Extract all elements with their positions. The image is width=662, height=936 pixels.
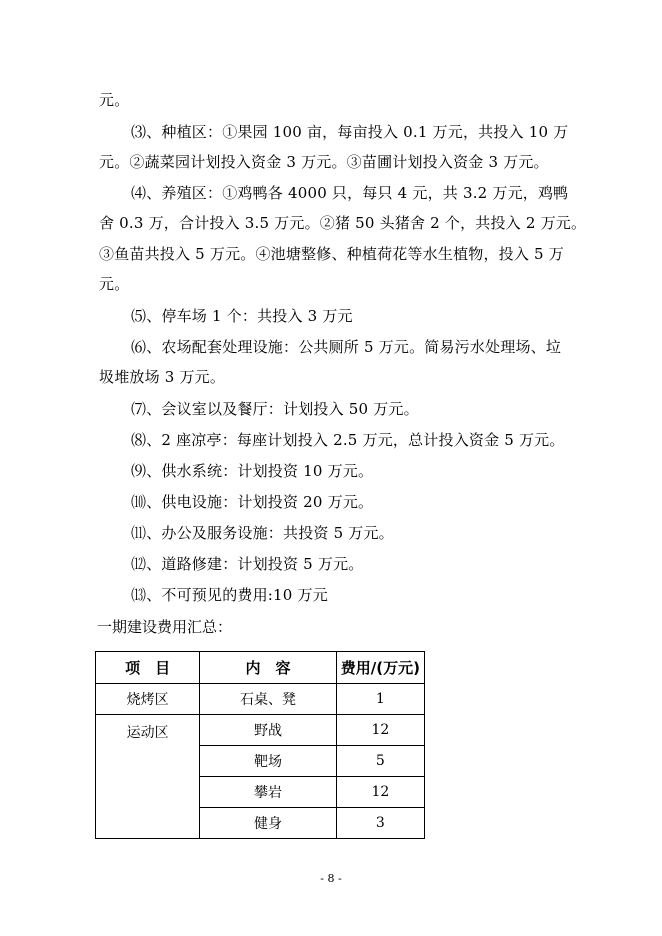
breeding-area-line: ⑷、养殖区：①鸡鸭各 4000 只，每只 4 元，共 3.2 万元，鸡鸭: [131, 184, 569, 202]
planting-area-line: ⑶、种植区：①果园 100 亩，每亩投入 0.1 万元，共投入 10 万: [131, 123, 569, 141]
facilities-line: ⑹、农场配套处理设施：公共厕所 5 万元。简易污水处理场、垃: [131, 338, 562, 356]
cost-cell: 1: [336, 684, 424, 715]
item-cell: 运动区: [96, 715, 200, 839]
cost-cell: 3: [336, 808, 424, 839]
content-cell: 靶场: [200, 746, 336, 777]
paragraph-line: 圾堆放场 3 万元。: [99, 368, 226, 386]
parking-line: ⑸、停车场 1 个：共投入 3 万元: [131, 307, 353, 325]
summary-title: 一期建设费用汇总：: [97, 618, 233, 636]
cost-cell: 5: [336, 746, 424, 777]
meeting-room-line: ⑺、会议室以及餐厅：计划投入 50 万元。: [131, 400, 419, 418]
header-item: 项 目: [96, 652, 200, 684]
header-content: 内 容: [200, 652, 336, 684]
item-cell: 烧烤区: [96, 684, 200, 715]
cost-summary-table: [95, 651, 425, 839]
page-number: - 8 -: [320, 872, 342, 885]
paragraph-line: 元。: [99, 91, 130, 109]
road-line: ⑿、道路修建：计划投资 5 万元。: [131, 555, 364, 573]
contingency-line: ⒀、不可预见的费用:10 万元: [131, 586, 328, 604]
table-row: [96, 684, 425, 715]
table-row: [96, 715, 425, 746]
header-cost: 费用/(万元): [336, 652, 424, 684]
paragraph-line: 元。②蔬菜园计划投入资金 3 万元。③苗圃计划投入资金 3 万元。: [99, 153, 549, 171]
cost-cell: 12: [336, 715, 424, 746]
content-cell: 野战: [200, 715, 336, 746]
cost-cell: 12: [336, 777, 424, 808]
paragraph-line: 元。: [99, 275, 130, 293]
table-header-row: [96, 652, 425, 684]
content-cell: 攀岩: [200, 777, 336, 808]
content-cell: 石桌、凳: [200, 684, 336, 715]
office-line: ⑾、办公及服务设施：共投资 5 万元。: [131, 524, 394, 542]
water-supply-line: ⑼、供水系统：计划投资 10 万元。: [131, 462, 374, 480]
paragraph-line: ③鱼苗共投入 5 万元。④池塘整修、种植荷花等水生植物，投入 5 万: [99, 245, 564, 263]
pavilion-line: ⑻、2 座凉亭：每座计划投入 2.5 万元，总计投入资金 5 万元。: [131, 431, 565, 449]
content-cell: 健身: [200, 808, 336, 839]
power-supply-line: ⑽、供电设施：计划投资 20 万元。: [131, 493, 374, 511]
paragraph-line: 舍 0.3 万，合计投入 3.5 万元。②猪 50 头猪舍 2 个，共投入 2 万元。: [99, 214, 587, 232]
